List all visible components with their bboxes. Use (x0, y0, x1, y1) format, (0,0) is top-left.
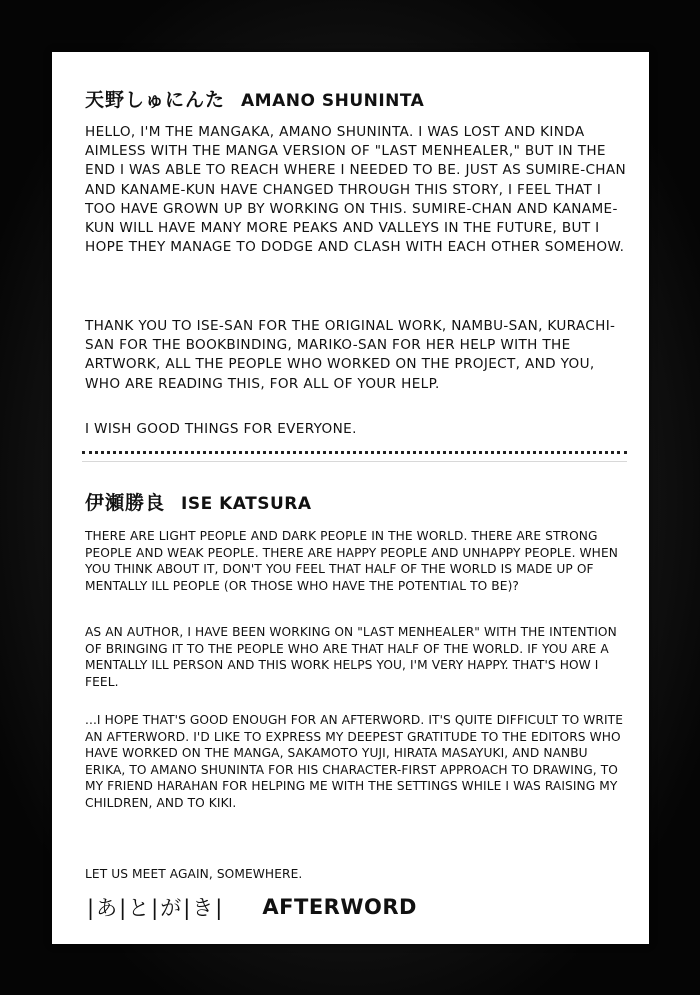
heading-japanese-name: 天野しゅにんた (85, 89, 226, 111)
amano-paragraph-3: I WISH GOOD THINGS FOR EVERYONE. (85, 421, 357, 437)
ise-paragraph-2: AS AN AUTHOR, I HAVE BEEN WORKING ON "LAST MENHEALER" WITH THE INTENTION OF BRINGING IT TO THE PEOPLE WHO ARE THAT HALF OF THE WORLD. IF YOU ARE A MENTALLY ILL PERSON AND THIS WORK HELPS YOU, I'M VERY HAPPY. THAT'S HOW I FEEL. (85, 625, 617, 689)
section-heading-ise (85, 488, 312, 515)
faint-divider-line (82, 461, 627, 462)
heading-japanese-name: 伊瀬勝良 (85, 492, 166, 514)
ise-paragraph-1: THERE ARE LIGHT PEOPLE AND DARK PEOPLE IN THE WORLD. THERE ARE STRONG PEOPLE AND WEAK PEOPLE. THERE ARE HAPPY PEOPLE AND UNHAPPY PEOPLE. WHEN YOU THINK ABOUT IT, DON'T YOU FEEL THAT HALF OF THE WORLD IS MADE UP OF MENTALLY ILL PEOPLE (OR THOSE WHO HAVE THE POTENTIAL TO BE)? (85, 529, 618, 593)
ise-paragraph-4: LET US MEET AGAIN, SOMEWHERE. (85, 867, 303, 881)
heading-english-name: ISE KATSURA (181, 494, 312, 514)
afterword-title: AFTERWORD (262, 895, 417, 919)
amano-paragraph-1: HELLO, I'M THE MANGAKA, AMANO SHUNINTA. I WAS LOST AND KINDA AIMLESS WITH THE MANGA VERSION OF "LAST MENHEALER," BUT IN THE END I WAS ABLE TO REACH WHERE I NEEDED TO BE. JUST AS SUMIRE-CHAN AND KANAME-KUN HAVE CHANGED THROUGH THIS STORY, I FEEL THAT I TOO HAVE GROWN UP BY WORKING ON THIS. SUMIRE-CHAN AND KANAME-KUN WILL HAVE MANY MORE PEAKS AND VALLEYS IN THE FUTURE, BUT I HOPE THEY MANAGE TO DODGE AND CLASH WITH EACH OTHER SOMEHOW. (85, 124, 627, 256)
amano-paragraph-2: THANK YOU TO ISE-SAN FOR THE ORIGINAL WORK, NAMBU-SAN, KURACHI-SAN FOR THE BOOKBINDING, MARIKO-SAN FOR HER HELP WITH THE ARTWORK, ALL THE PEOPLE WHO WORKED ON THE PROJECT, AND YOU, WHO ARE READING THIS, FOR ALL OF YOUR HELP. (85, 318, 616, 392)
afterword-footer (87, 892, 417, 922)
dotted-divider (82, 451, 627, 454)
afterword-kana-label: |あ|と|が|き| (87, 896, 225, 920)
section-heading-amano (85, 85, 424, 112)
ise-paragraph-3: ...I HOPE THAT'S GOOD ENOUGH FOR AN AFTERWORD. IT'S QUITE DIFFICULT TO WRITE AN AFTERWORD. I'D LIKE TO EXPRESS MY DEEPEST GRATITUDE TO THE EDITORS WHO HAVE WORKED ON THE MANGA, SAKAMOTO YUJI, HIRATA MASAYUKI, AND NANBU ERIKA, TO AMANO SHUNINTA FOR HIS CHARACTER-FIRST APPROACH TO DRAWING, TO MY FRIEND HARAHAN FOR HELPING ME WITH THE SETTINGS WHILE I WAS RAISING MY CHILDREN, AND TO KIKI. (85, 713, 623, 810)
heading-english-name: AMANO SHUNINTA (241, 91, 425, 111)
afterword-page (52, 52, 649, 944)
